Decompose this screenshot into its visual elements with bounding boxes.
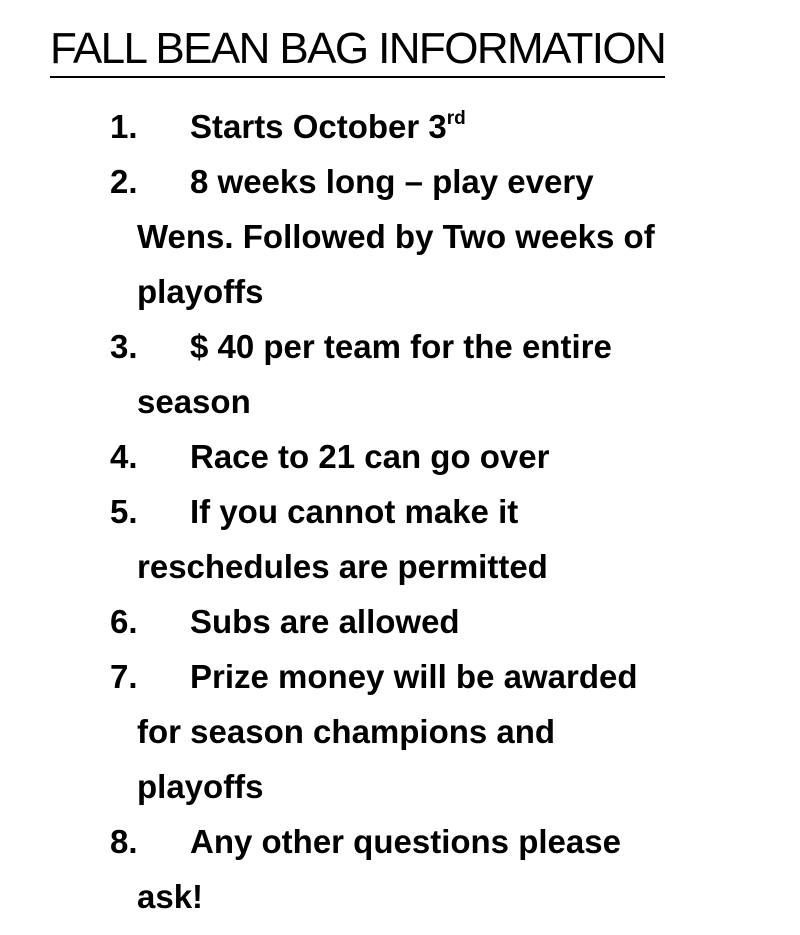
item-number: 3.: [110, 328, 138, 365]
page-title: FALL BEAN BAG INFORMATION: [50, 22, 665, 78]
item-continuation: ask!: [137, 878, 204, 915]
item-text: 8 weeks long – play every: [190, 163, 594, 200]
item-text: [190, 107, 466, 147]
item-text: If you cannot make it: [190, 493, 519, 530]
item-number: 1.: [110, 108, 138, 145]
item-number: 6.: [110, 603, 138, 640]
item-continuation: playoffs: [137, 768, 264, 805]
item-text: Any other questions please: [190, 823, 621, 860]
item-text: Prize money will be awarded: [190, 658, 638, 695]
item-number: 7.: [110, 658, 138, 695]
item-text-main: Starts October 3: [190, 108, 447, 145]
item-continuation: playoffs: [137, 273, 264, 310]
item-continuation: Wens. Followed by Two weeks of: [137, 218, 655, 255]
ordinal-suffix: rd: [446, 108, 466, 129]
item-continuation: reschedules are permitted: [137, 548, 548, 585]
item-number: 2.: [110, 163, 138, 200]
item-number: 8.: [110, 823, 138, 860]
item-text: Race to 21 can go over: [190, 438, 550, 475]
item-number: 4.: [110, 438, 138, 475]
item-text: $ 40 per team for the entire: [190, 328, 612, 365]
item-number: 5.: [110, 493, 138, 530]
item-continuation: for season champions and: [137, 713, 556, 750]
item-continuation: season: [137, 383, 251, 420]
item-text: Subs are allowed: [190, 603, 460, 640]
